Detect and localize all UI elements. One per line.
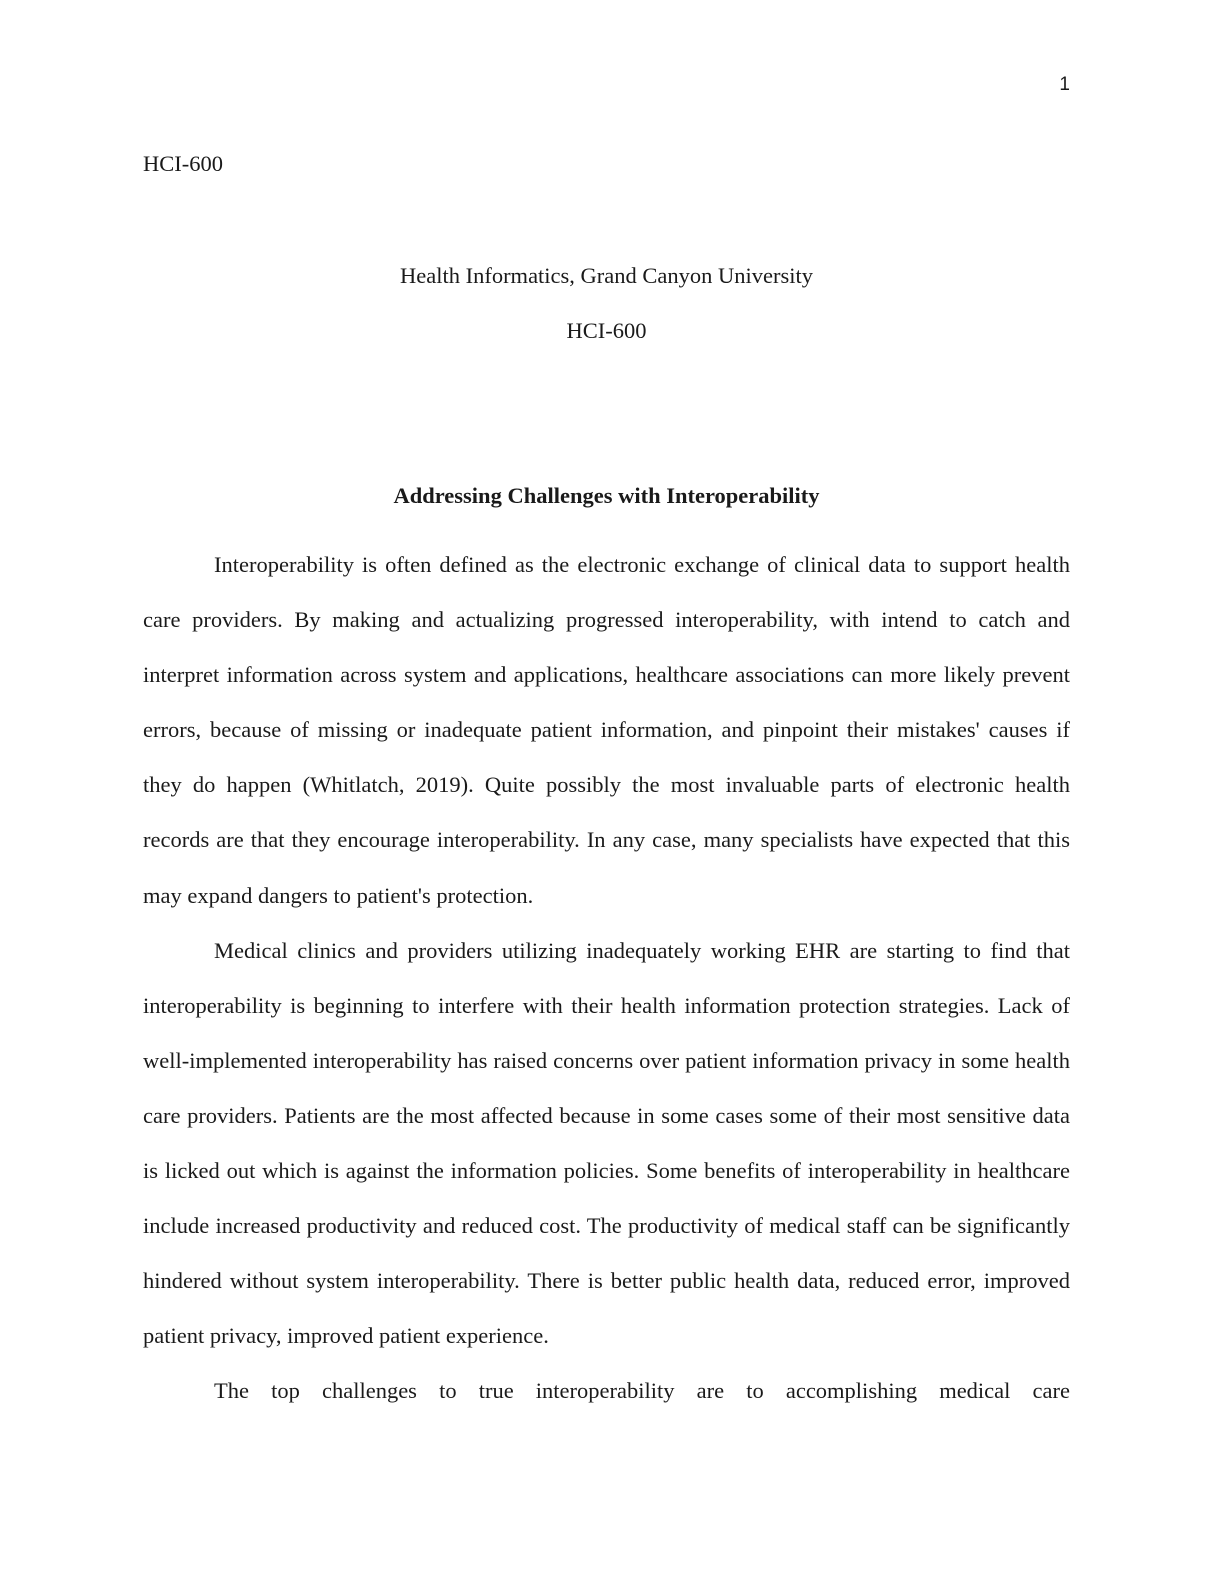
institution-line: Health Informatics, Grand Canyon University: [399, 263, 814, 288]
body-text: [143, 537, 1070, 1419]
title-block: [143, 261, 1070, 371]
page-number: 1: [1059, 74, 1070, 95]
paragraph-3: The top challenges to true interoperability are to accomplishing medical care: [214, 1378, 1070, 1404]
paragraph-2: Medical clinics and providers utilizing inadequately working EHR are starting to find that interoperability is beginning to interfere with their health information protection strategies. Lack of well-implemented interoperability has raised concerns over patient information privacy in some health care providers. Patients are the most affected because in some cases some of their most sensitive data is licked out which is against the information policies. Some benefits of interoperability in healthcare include increased productivity and reduced cost. The productivity of medical staff can be significantly hindered without system interoperability. There is better public health data, reduced error, improved patient privacy, improved patient experience.: [143, 937, 1070, 1349]
paper-title: Addressing Challenges with Interoperability: [393, 483, 820, 508]
running-head: HCI-600: [143, 151, 223, 176]
course-code-line: HCI-600: [566, 318, 647, 343]
paragraph-1: Interoperability is often defined as the electronic exchange of clinical data to support health care providers. By making and actualizing progressed interoperability, with intend to catch and interpret information across system and applications, healthcare associations can more likely prevent errors, because of missing or inadequate patient information, and pinpoint their mistakes' causes if they do happen (Whitlatch, 2019). Quite possibly the most invaluable parts of electronic health records are that they encourage interoperability. In any case, many specialists have expected that this may expand dangers to patient's protection.: [143, 552, 1070, 908]
